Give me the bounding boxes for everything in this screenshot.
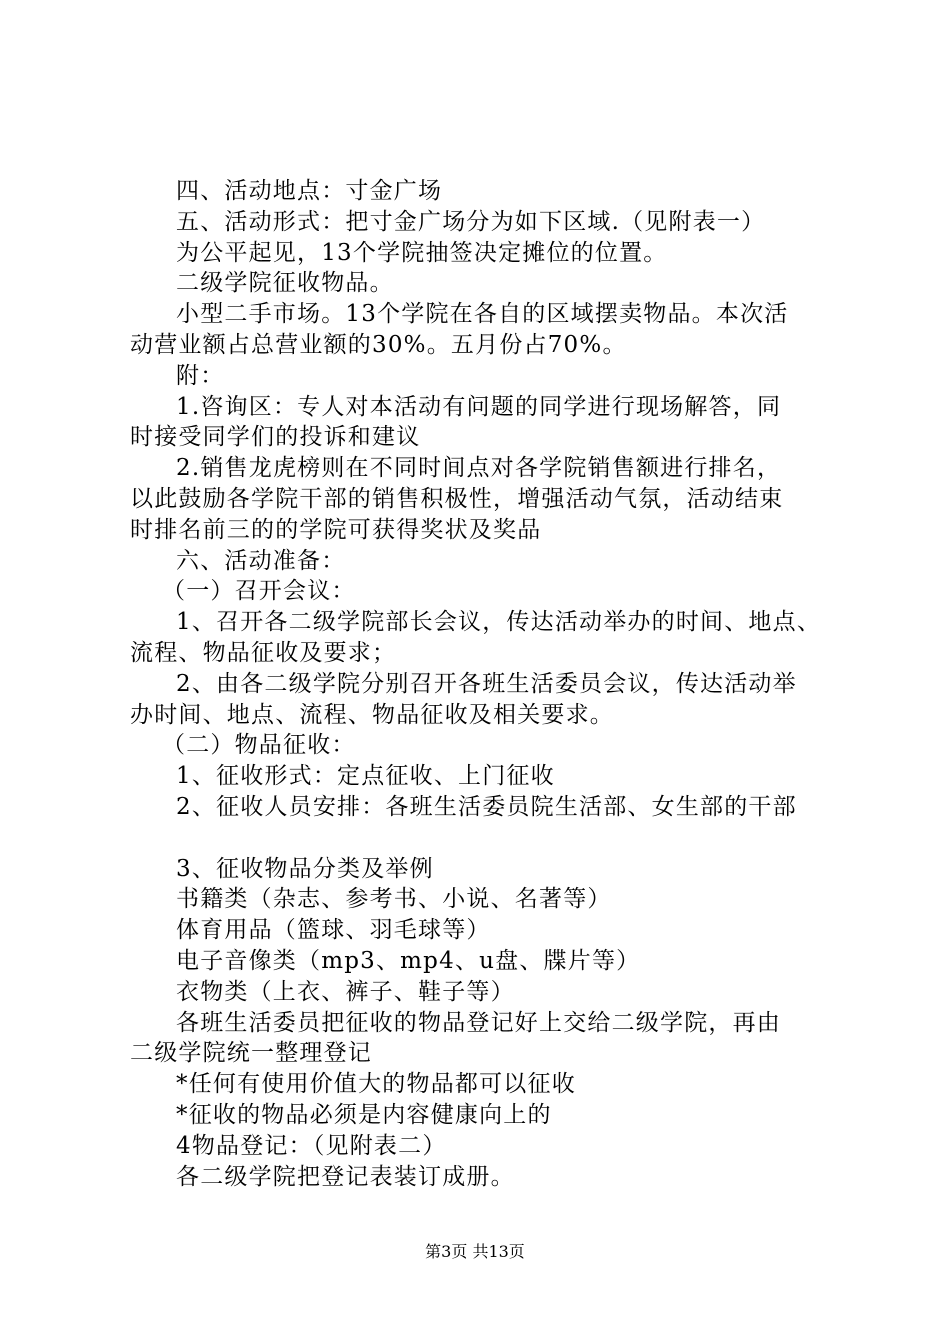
text-line: （一）召开会议：	[162, 578, 356, 605]
text-line: *征收的物品必须是内容健康向上的	[176, 1101, 552, 1128]
text-line: 2、征收人员安排：各班生活委员院生活部、女生部的干部	[176, 793, 797, 820]
text-line: 2.销售龙虎榜则在不同时间点对各学院销售额进行排名，	[176, 455, 782, 482]
text-line: 4物品登记：（见附表二）	[176, 1132, 447, 1159]
text-line: 书籍类（杂志、参考书、小说、名著等）	[176, 886, 612, 913]
text-line: 四、活动地点：寸金广场	[176, 178, 443, 204]
text-line: 3、征收物品分类及举例	[176, 855, 434, 882]
text-line: 1、召开各二级学院部长会议，传达活动举办的时间、地点、	[176, 609, 822, 636]
text-line: 1、征收形式：定点征收、上门征收	[176, 763, 555, 790]
text-line: 2、由各二级学院分别召开各班生活委员会议，传达活动举	[176, 670, 797, 697]
text-line: 附：	[176, 362, 225, 389]
text-line: 二级学院征收物品。	[176, 270, 394, 297]
text-line: 时排名前三的的学院可获得奖状及奖品	[130, 516, 542, 543]
text-line: 流程、物品征收及要求；	[130, 639, 397, 666]
text-line: 时接受同学们的投诉和建议	[130, 424, 421, 451]
text-line: 六、活动准备：	[176, 547, 346, 574]
text-line: 小型二手市场。13个学院在各自的区域摆卖物品。本次活	[176, 301, 789, 328]
text-line: 各班生活委员把征收的物品登记好上交给二级学院，再由	[176, 1009, 781, 1036]
text-line: （二）物品征收：	[162, 732, 356, 759]
text-line: 为公平起见，13个学院抽签决定摊位的位置。	[176, 239, 668, 266]
text-line: 衣物类（上衣、裤子、鞋子等）	[176, 978, 515, 1005]
text-line: 各二级学院把登记表装订成册。	[176, 1163, 515, 1190]
text-line	[130, 823, 830, 854]
text-line: 五、活动形式：把寸金广场分为如下区域.（见附表一）	[176, 208, 766, 235]
text-line: 1.咨询区：专人对本活动有问题的同学进行现场解答，同	[176, 393, 782, 420]
text-line: 体育用品（篮球、羽毛球等）	[176, 917, 491, 944]
text-line: *任何有使用价值大的物品都可以征收	[176, 1071, 576, 1098]
page-footer: 第3页 共13页	[425, 1242, 525, 1261]
text-line: 以此鼓励各学院干部的销售积极性，增强活动气氛，活动结束	[130, 485, 784, 512]
document-body	[130, 176, 830, 1192]
text-line: 电子音像类（mp3、mp4、u盘、牒片等）	[176, 947, 641, 974]
text-line: 二级学院统一整理登记	[130, 1040, 372, 1067]
text-line: 动营业额占总营业额的30%。五月份占70%。	[130, 331, 627, 358]
text-line: 办时间、地点、流程、物品征收及相关要求。	[130, 701, 614, 728]
